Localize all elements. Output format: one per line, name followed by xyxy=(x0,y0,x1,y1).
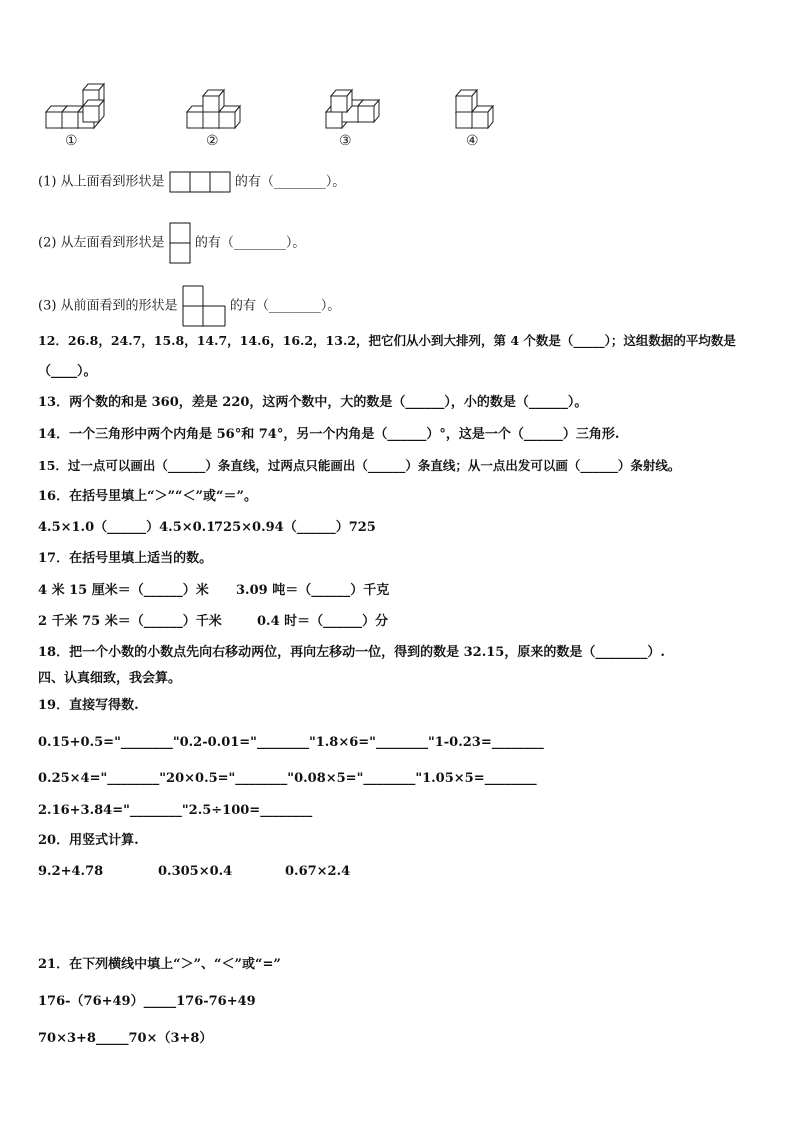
figure-label-4: ④ xyxy=(466,133,479,149)
q11-part2: (2) 从左面看到形状是 的有（________）。 xyxy=(38,222,305,264)
q17-title: 17．在括号里填上适当的数。 xyxy=(38,551,213,566)
figure-4 xyxy=(456,90,493,128)
figure-label-3: ③ xyxy=(339,133,352,149)
figure-3 xyxy=(326,90,379,128)
left-view-shape xyxy=(169,222,191,264)
q17-b: 3.09 吨＝（______）千克 xyxy=(236,583,390,598)
figure-label-2: ② xyxy=(206,133,219,149)
q15: 15．过一点可以画出（______）条直线，过两点只能画出（______）条直线；从一点出发可以画（______）条射线。 xyxy=(38,458,681,473)
front-view-shape xyxy=(182,285,226,327)
q17-c: 2 千米 75 米＝（______）千米 xyxy=(38,614,222,629)
q16-title: 16．在括号里填上“＞”“＜”或“＝”。 xyxy=(38,489,257,504)
figure-2 xyxy=(187,90,240,128)
q18: 18．把一个小数的小数点先向右移动两位，再向左移动一位，得到的数是 32.15，原来的数是（________）. xyxy=(38,645,665,660)
figure-label-1: ① xyxy=(65,133,78,149)
figure-1 xyxy=(46,84,104,128)
q20-title: 20．用竖式计算. xyxy=(38,833,139,848)
q21-b: 70×3+8_____70×（3+8） xyxy=(38,1031,213,1046)
q20-c: 0.67×2.4 xyxy=(285,864,351,879)
q21-title: 21．在下列横线中填上“＞”、“＜”或“=” xyxy=(38,957,281,972)
q19-row3: 2.16+3.84="________"2.5÷100=________ xyxy=(38,803,313,818)
q19-title: 19．直接写得数. xyxy=(38,698,139,713)
cube-figures xyxy=(0,0,794,135)
q20-a: 9.2+4.78 xyxy=(38,864,104,879)
q20-b: 0.305×0.4 xyxy=(158,864,233,879)
q14: 14．一个三角形中两个内角是 56°和 74°，另一个内角是（______）°，这是一个（______）三角形. xyxy=(38,427,620,442)
q17-d: 0.4 时＝（______）分 xyxy=(257,614,389,629)
q17-a: 4 米 15 厘米＝（______）米 xyxy=(38,583,209,598)
q19-row2: 0.25×4="________"20×0.5="________"0.08×5="________"1.05×5=________ xyxy=(38,771,537,786)
q11-part1: (1) 从上面看到形状是 的有（________）。 xyxy=(38,171,345,193)
q16-a: 4.5×1.0（______）4.5×0.1 xyxy=(38,520,216,535)
q16-b: 725×0.94（______）725 xyxy=(214,520,376,535)
q12-line2: （____）。 xyxy=(38,364,97,379)
q13: 13．两个数的和是 360，差是 220，这两个数中，大的数是（______），小的数是（______）。 xyxy=(38,395,588,410)
top-view-shape xyxy=(169,171,231,193)
q21-a: 176-（76+49）_____176-76+49 xyxy=(38,994,256,1009)
section-4-heading: 四、认真细致，我会算。 xyxy=(38,671,182,686)
q19-row1: 0.15+0.5="________"0.2-0.01="________"1.8×6="________"1-0.23=________ xyxy=(38,735,544,750)
q11-part3: (3) 从前面看到的形状是 的有（________）。 xyxy=(38,285,340,327)
q12-line1: 12．26.8，24.7，15.8，14.7，14.6，16.2，13.2，把它们从小到大排列，第 4 个数是（_____）；这组数据的平均数是 xyxy=(38,333,736,348)
